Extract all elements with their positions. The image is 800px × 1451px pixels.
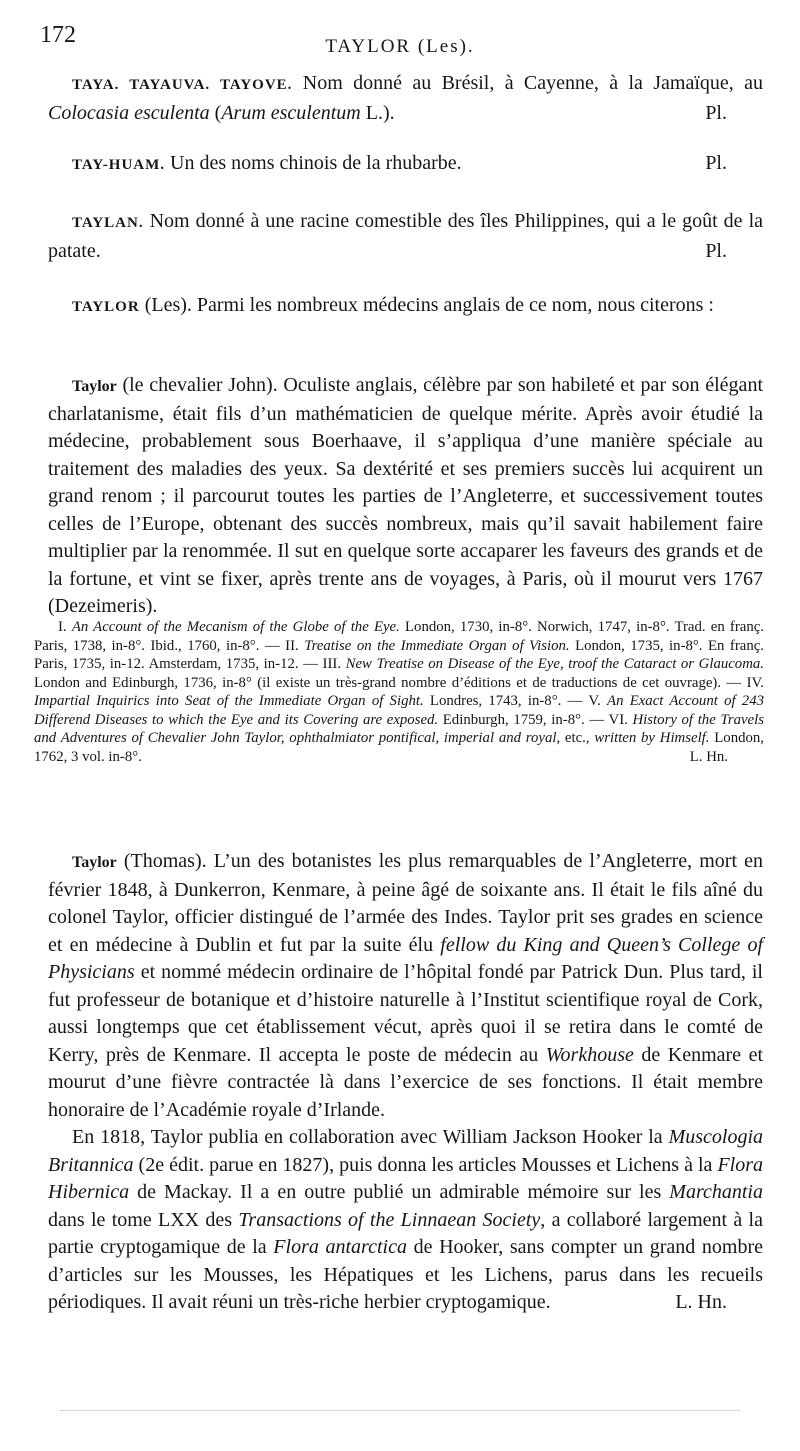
entry-tay-huam: TAY-HUAM. Un des noms chinois de la rhubarbe. Pl. xyxy=(48,150,763,180)
page-footer-rule xyxy=(60,1410,740,1417)
signature: Pl. xyxy=(705,152,727,174)
headword: TAY-HUAM. xyxy=(72,157,166,173)
signature: Pl. xyxy=(705,239,727,262)
page-number: 172 xyxy=(40,22,76,48)
headword: TAYLAN. xyxy=(72,215,144,231)
signature: Pl. xyxy=(705,101,727,124)
running-title: TAYLOR (Les). xyxy=(325,36,475,57)
headword: TAYLOR xyxy=(72,299,140,315)
headword: TAYA. TAYAUVA. TAYOVE. xyxy=(72,77,293,93)
signature: L. Hn. xyxy=(675,1291,727,1313)
headword: Taylor xyxy=(72,854,117,871)
entry-taylor-les: TAYLOR (Les). Parmi les nombreux médecins anglais de ce nom, nous citerons : xyxy=(72,294,714,316)
entry-taylan: TAYLAN. Nom donné à une racine comestible des îles Philippines, qui a le goût de la patate. Pl. xyxy=(48,208,763,265)
entry-taylor-thomas: Taylor (Thomas). L’un des botanistes les plus remarquables de l’Angleterre, mort en février 1848, à Dunkerron, Kenmare, à peine âgé de soixante ans. Il était le fils aîné du colonel Taylor, officier distingué de l’armée des Indes. Taylor prit ses grades en science et en médecine à Dublin et fut par la suite élu fellow du King and Queen’s College of Physicians et nommé médecin ordinaire de l’hôpital fondé par Patrick Dun. Plus tard, il fut professeur de botanique et d’histoire naturelle à l’Institut scientifique royal de Cork, aussi longtemps que cet établissement vécut, après quoi il se retira dans le comté de Kerry, près de Kenmare. Il accepta le poste de médecin au Workhouse de Kenmare et mourut d’une fièvre contractée là dans l’exercice de ses fonctions. Il était membre honoraire de l’Académie royale d’Irlande. En 1818, Taylor publia en collaboration avec William Jackson Hooker la Muscologia Britannica (2e édit. parue en 1827), puis donna les articles Mousses et Lichens à la Flora Hibernica de Mackay. Il a en outre publié un admirable mémoire sur les Marchantia dans le tome LXX des Transactions of the Linnaean Society, a collaboré largement à la partie cryptogamique de la Flora antarctica de Hooker, sans compter un grand nombre d’articles sur les Mousses, les Hépatiques et les Lichens, parus dans les recueils périodiques. Il avait réuni un très-riche herbier cryptogamique. L. Hn. xyxy=(48,848,763,1317)
entry-taya: TAYA. TAYAUVA. TAYOVE. Nom donné au Brésil, à Cayenne, à la Jamaïque, au Colocasia esculenta (Arum esculentum L.). Pl. xyxy=(48,70,763,127)
entry-taylor-john: Taylor (le chevalier John). Oculiste anglais, célèbre par son habileté et par son élégant charlatanisme, était fils d’un mathématicien de quelque mérite. Après avoir étudié la médecine, probablement sous Boerhaave, il s’appliqua d’une manière spéciale au traitement des maladies des yeux. Sa dextérité et ses premiers succès lui acquirent un grand renom ; il parcourut toutes les parties de l’Angleterre, et successivement toutes celles de l’Europe, obtenant des succès nombreux, mais qu’il savait habilement faire multiplier par la renommée. Il sut en quelque sorte accaparer les faveurs des grands et de la fortune, et vint se fixer, après trente ans de voyages, à Paris, où il mourut vers 1767 (Dezeimeris). xyxy=(48,374,763,617)
bibliography-john-taylor: I. An Account of the Mecanism of the Globe of the Eye. London, 1730, in-8°. Norwich, 1747, in-8°. Trad. en franç. Paris, 1738, in-8°. Ibid., 1760, in-8°. — II. Treatise on the Immediate Organ of Vision. London, 1735, in-8°. En franç. Paris, 1735, in-12. Amsterdam, 1735, in-12. — III. New Treatise on Disease of the Eye, troof the Cataract or Glaucoma. London and Edinburgh, 1736, in-8° (il existe un très-grand nombre d’éditions et de traductions de cet ouvrage). — IV. Impartial Inquirics into Seat of the Immediate Organ of Sight. Londres, 1743, in-8°. — V. An Exact Account of 243 Differend Diseases to which the Eye and its Covering are exposed. Edinburgh, 1759, in-8°. — VI. History of the Travels and Adventures of Chevalier John Taylor, ophthalmiator pontifical, imperial and royal, etc., written by Himself. London, 1762, 3 vol. in-8°. L. Hn. xyxy=(34,619,765,765)
page-header xyxy=(40,22,760,62)
signature: L. Hn. xyxy=(689,748,728,765)
taylor-thomas-paragraph-2: En 1818, Taylor publia en collaboration avec William Jackson Hooker la Muscologia Britannica (2e édit. parue en 1827), puis donna les articles Mousses et Lichens à la Flora Hibernica de Mackay. Il a en outre publié un admirable mémoire sur les Marchantia dans le tome LXX des Transactions of the Linnaean Society, a collaboré largement à la partie cryptogamique de la Flora antarctica de Hooker, sans compter un grand nombre d’articles sur les Mousses, les Hépatiques et les Lichens, parus dans les recueils périodiques. Il avait réuni un très-riche herbier cryptogamique. L. Hn. xyxy=(48,1124,763,1317)
headword: Taylor xyxy=(72,378,117,395)
